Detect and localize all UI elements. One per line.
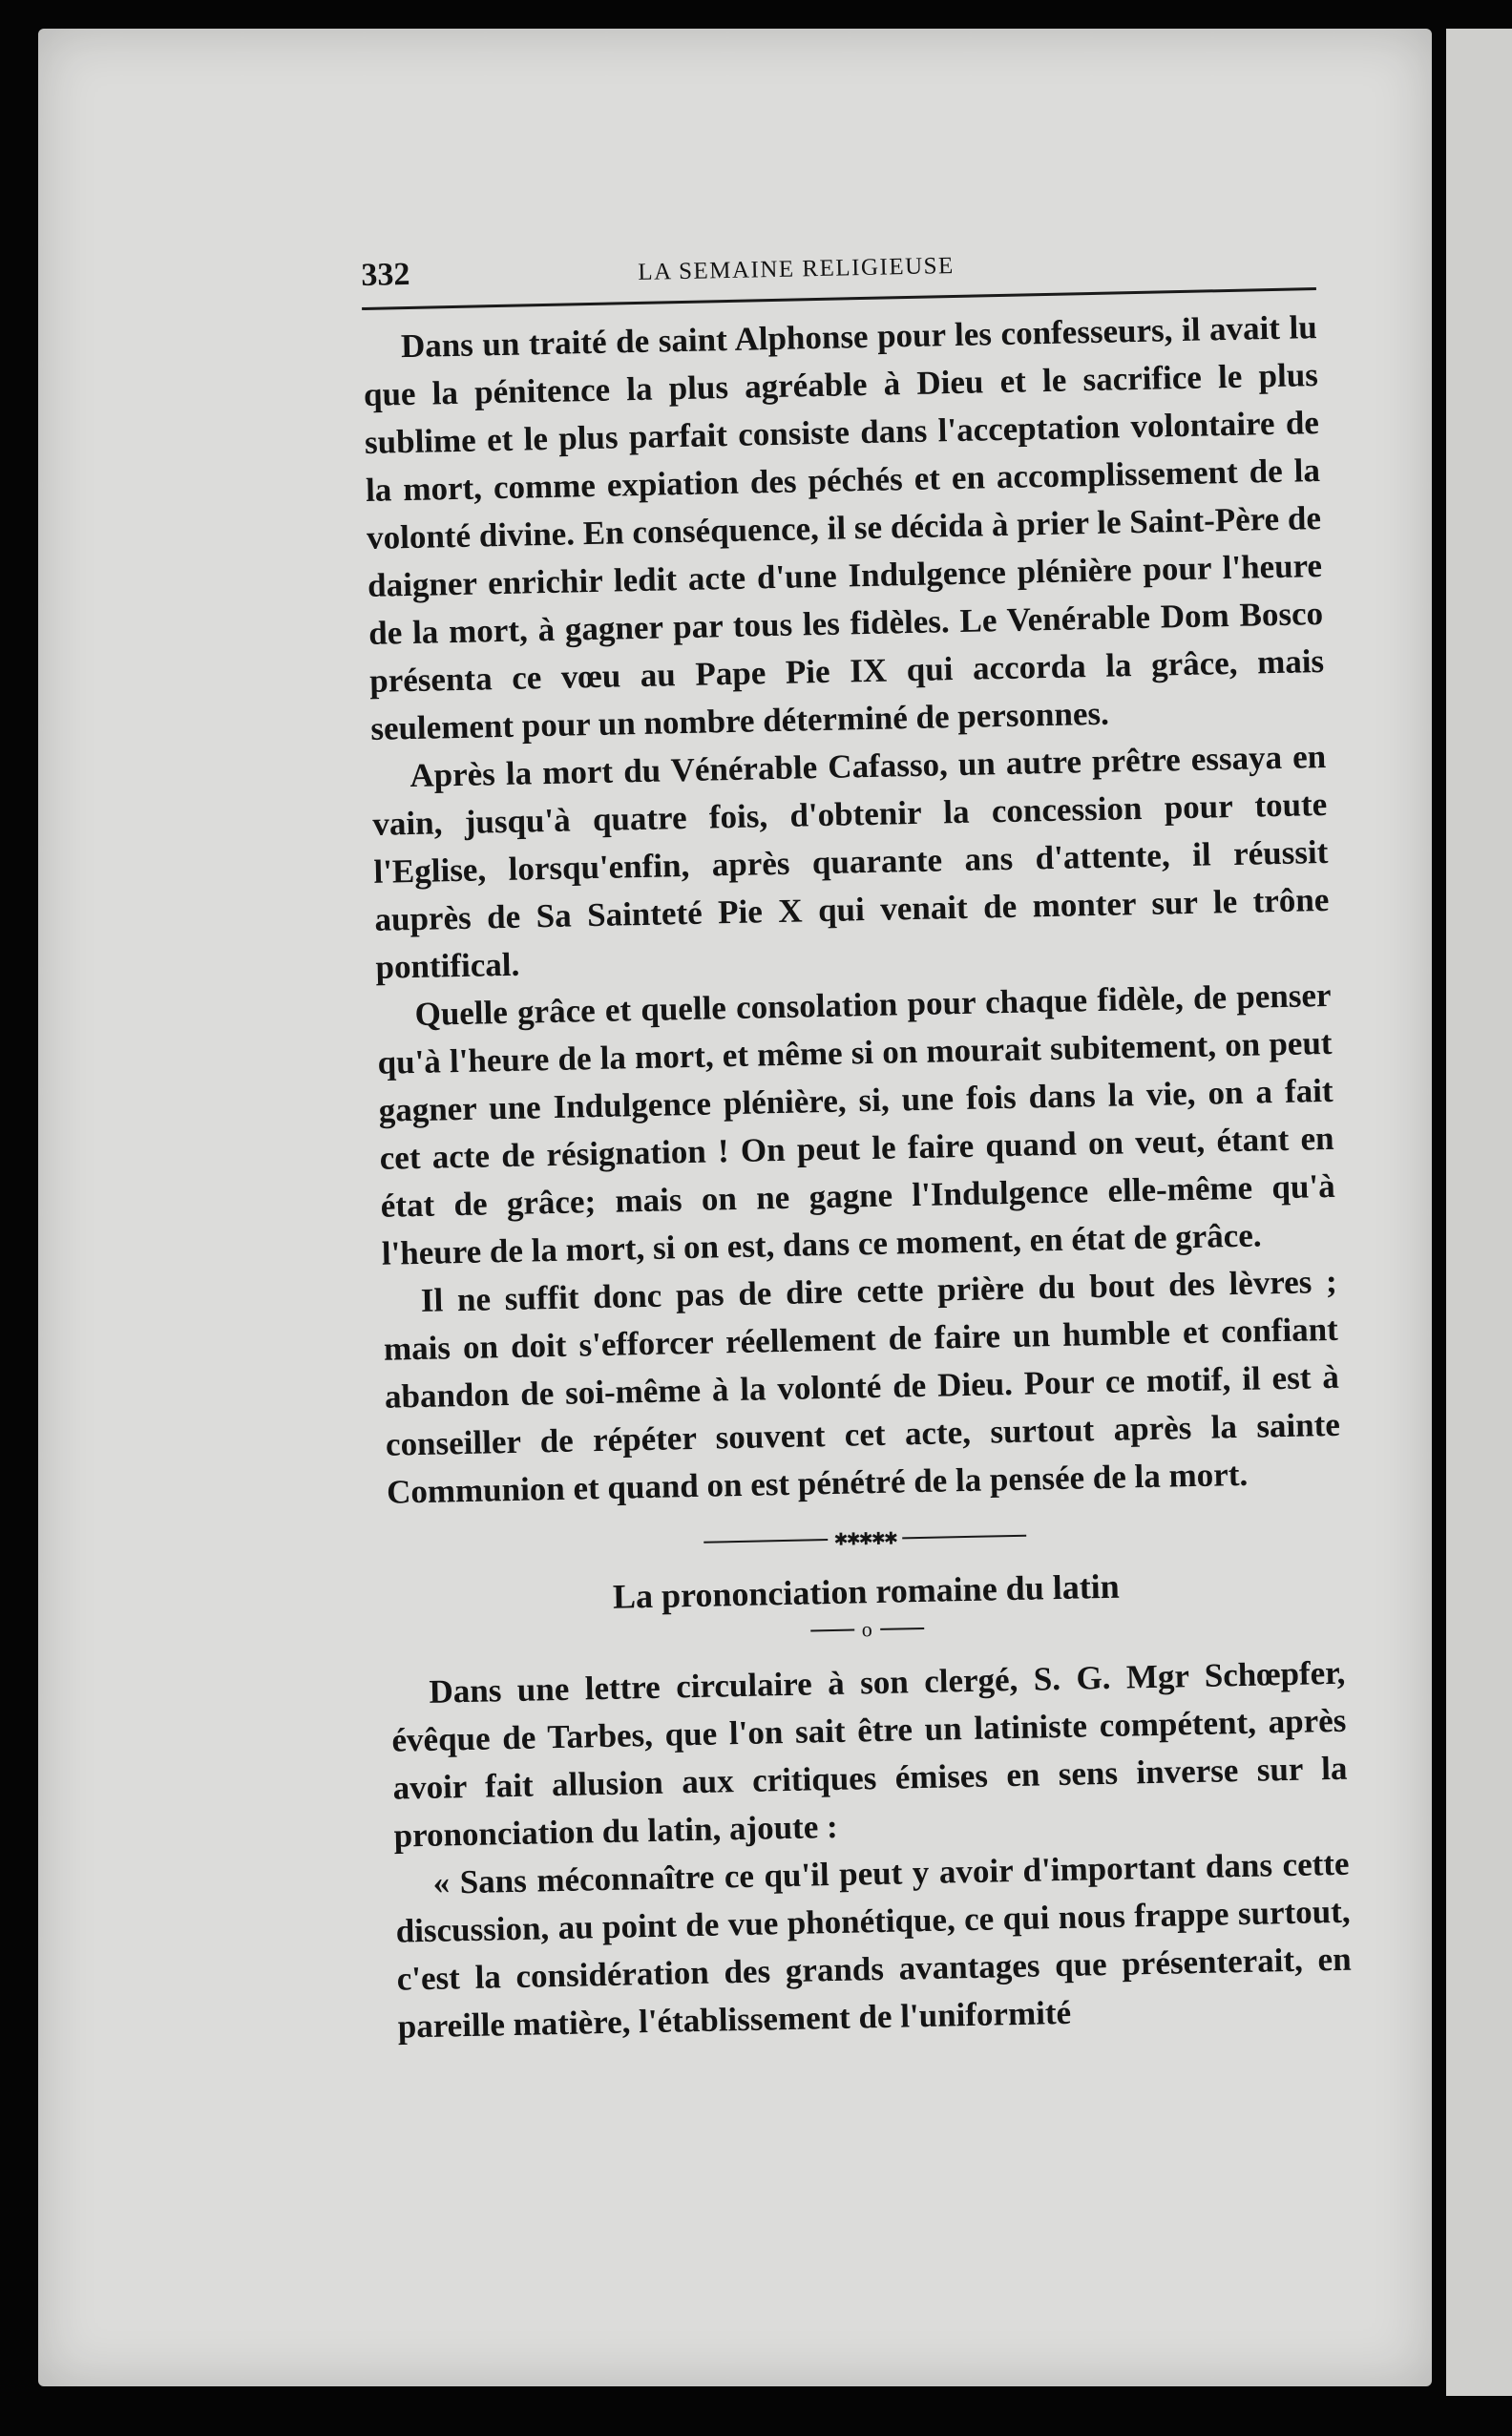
section-paragraph-2: « Sans méconnaître ce qu'il peut y avoir d'important dans cette discussion, au point de vue phonétique, ce qui nous frappe surtout, c'est la considération des grands avantages que présenterait, en pareille matière, l'établissement de l'uniformité (395, 1844, 1352, 2046)
divider-line-left (704, 1539, 829, 1544)
page-content (361, 238, 1353, 2051)
journal-title: LA SEMAINE RELIGIEUSE (638, 252, 956, 285)
section-divider (388, 1516, 1342, 1563)
section-paragraph-1: Dans une lettre circulaire à son clergé, S. G. Mgr Schœpfer, évêque de Tarbes, que l'on sait être un latiniste compétent, après avoir fait allusion aux critiques émises en sens inverse sur la prononciation du latin, ajoute : (391, 1653, 1348, 1855)
divider-line-right (902, 1535, 1026, 1540)
divider-ornament: ✱✱✱✱✱ (833, 1528, 897, 1550)
paragraph-1: Dans un traité de saint Alphonse pour les confesseurs, il avait lu que la pénitence la plus agréable à Dieu et le sacrifice le plus sublime et le plus parfait consiste dans l'acceptation volontaire de la mort, comme expiation des péchés et en accomplissement de la volonté divine. En conséquence, il se décida à prier le Saint-Père de daigner enrichir ledit acte d'une Indulgence plénière pour l'heure de la mort, à gagner par tous les fidèles. Le Venérable Dom Bosco présenta ce vœu au Pape Pie IX qui accorda la grâce, mais seulement pour un nombre déterminé de personnes. (363, 308, 1325, 747)
underline-right (880, 1628, 924, 1630)
paragraph-4: Il ne suffit donc pas de dire cette prière du bout des lèvres ; mais on doit s'efforcer réellement de faire un humble et confiant abandon de soi-même à la volonté de Dieu. Pour ce motif, il est à conseiller de répéter souvent cet acte, surtout après la sainte Communion et quand on est pénétré de la pensée de la mort. (383, 1262, 1341, 1511)
underline-left (810, 1628, 854, 1631)
section-title: La prononciation romaine du latin (612, 1566, 1121, 1616)
adjacent-page-edge (1446, 29, 1512, 2396)
paragraph-2: Après la mort du Vénérable Cafasso, un autre prêtre essaya en vain, jusqu'à quatre fois, d'obtenir la concession pour toute l'Eglise, lorsqu'enfin, après quarante ans d'attente, il réussit auprès de Sa Sainteté Pie X qui venait de monter sur le trône pontifical. (372, 737, 1330, 986)
underline-mark: o (861, 1617, 872, 1642)
page-number: 332 (361, 256, 410, 293)
paragraph-3: Quelle grâce et quelle consolation pour chaque fidèle, de penser qu'à l'heure de la mort, et même si on mourait subitement, on peut gagner une Indulgence plénière, si, une fois dans la vie, on a fait cet acte de résignation ! On peut le faire quand on veut, étant en état de grâce; mais on ne gagne l'Indulgence elle-même qu'à l'heure de la mort, si on est, dans ce moment, en état de grâce. (377, 976, 1335, 1272)
